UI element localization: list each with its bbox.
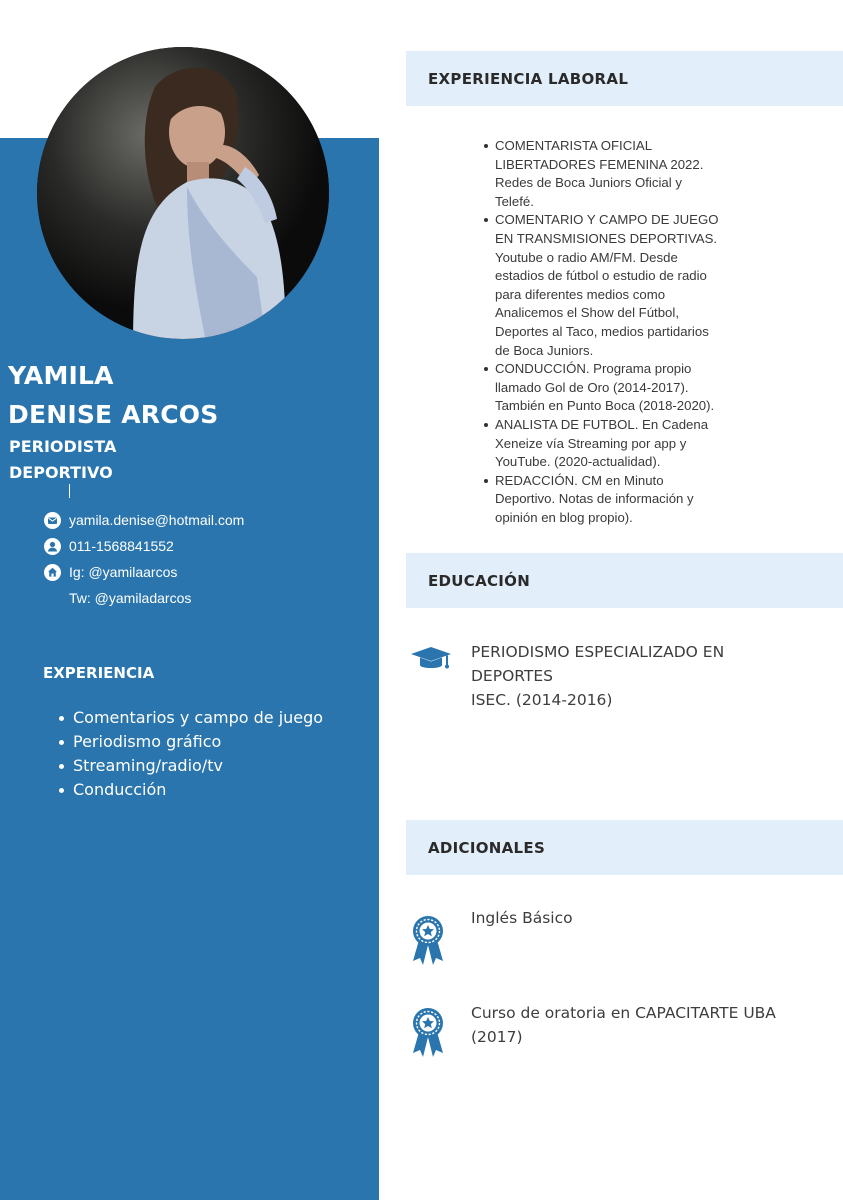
home-icon — [44, 564, 61, 581]
profile-photo — [37, 47, 329, 339]
additional-item: Curso de oratoria en CAPACITARTE UBA (2017) — [471, 1004, 776, 1046]
user-icon — [44, 538, 61, 555]
work-experience-band — [406, 51, 843, 106]
experience-summary-item: Comentarios y campo de juego — [58, 706, 323, 730]
experience-summary-item: Conducción — [58, 778, 323, 802]
work-experience-list — [481, 137, 721, 527]
education-line-3: ISEC. (2014-2016) — [471, 691, 613, 709]
name-line-2: DENISE ARCOS — [8, 400, 219, 429]
graduation-cap-icon — [409, 645, 453, 673]
education-entry — [471, 640, 811, 712]
work-experience-item: COMENTARIO Y CAMPO DE JUEGO EN TRANSMISIONES DEPORTIVAS. Youtube o radio AM/FM. Desde estadios de fútbol o estudio de radio para diferentes medios como Analicemos el Show del Fútbol, Deportes al Taco, medios partidarios de Boca Juniors. — [481, 211, 721, 360]
work-experience-heading: EXPERIENCIA LABORAL — [428, 69, 629, 88]
education-line-2: DEPORTES — [471, 667, 554, 685]
experience-summary-list — [58, 706, 323, 802]
contact-twitter[interactable] — [44, 585, 244, 611]
work-experience-item: COMENTARISTA OFICIAL LIBERTADORES FEMENINA 2022. Redes de Boca Juniors Oficial y Telefé. — [481, 137, 721, 211]
role-line-1: PERIODISTA — [9, 437, 117, 456]
experience-summary-item: Streaming/radio/tv — [58, 754, 323, 778]
experience-summary-item: Periodismo gráfico — [58, 730, 323, 754]
contact-list — [44, 507, 244, 611]
experience-summary-heading: EXPERIENCIA — [43, 664, 155, 682]
text-cursor-mark — [69, 484, 70, 498]
candidate-role — [9, 434, 116, 486]
award-ribbon-icon — [410, 914, 446, 966]
contact-email[interactable] — [44, 507, 244, 533]
candidate-name — [8, 356, 218, 434]
instagram-text: Ig: @yamilaarcos — [69, 564, 178, 580]
additional-heading: ADICIONALES — [428, 838, 546, 857]
work-experience-item: CONDUCCIÓN. Programa propio llamado Gol de Oro (2014-2017). También en Punto Boca (2018-2020). — [481, 360, 721, 416]
award-ribbon-icon — [410, 1006, 446, 1058]
education-line-1: PERIODISMO ESPECIALIZADO EN — [471, 643, 725, 661]
contact-instagram[interactable] — [44, 559, 244, 585]
twitter-text: Tw: @yamiladarcos — [69, 590, 192, 606]
additional-item: Inglés Básico — [471, 909, 573, 927]
phone-text: 011-1568841552 — [69, 538, 174, 554]
name-line-1: YAMILA — [8, 361, 114, 390]
role-line-2: DEPORTIVO — [9, 463, 113, 482]
work-experience-item: ANALISTA DE FUTBOL. En Cadena Xeneize vía Streaming por app y YouTube. (2020-actualidad). — [481, 416, 721, 472]
email-text: yamila.denise@hotmail.com — [69, 512, 245, 528]
education-heading: EDUCACIÓN — [428, 571, 531, 590]
education-band — [406, 553, 843, 608]
contact-phone[interactable] — [44, 533, 244, 559]
envelope-icon — [44, 512, 61, 529]
additional-band — [406, 820, 843, 875]
work-experience-item: REDACCIÓN. CM en Minuto Deportivo. Notas de información y opinión en blog propio). — [481, 472, 721, 528]
